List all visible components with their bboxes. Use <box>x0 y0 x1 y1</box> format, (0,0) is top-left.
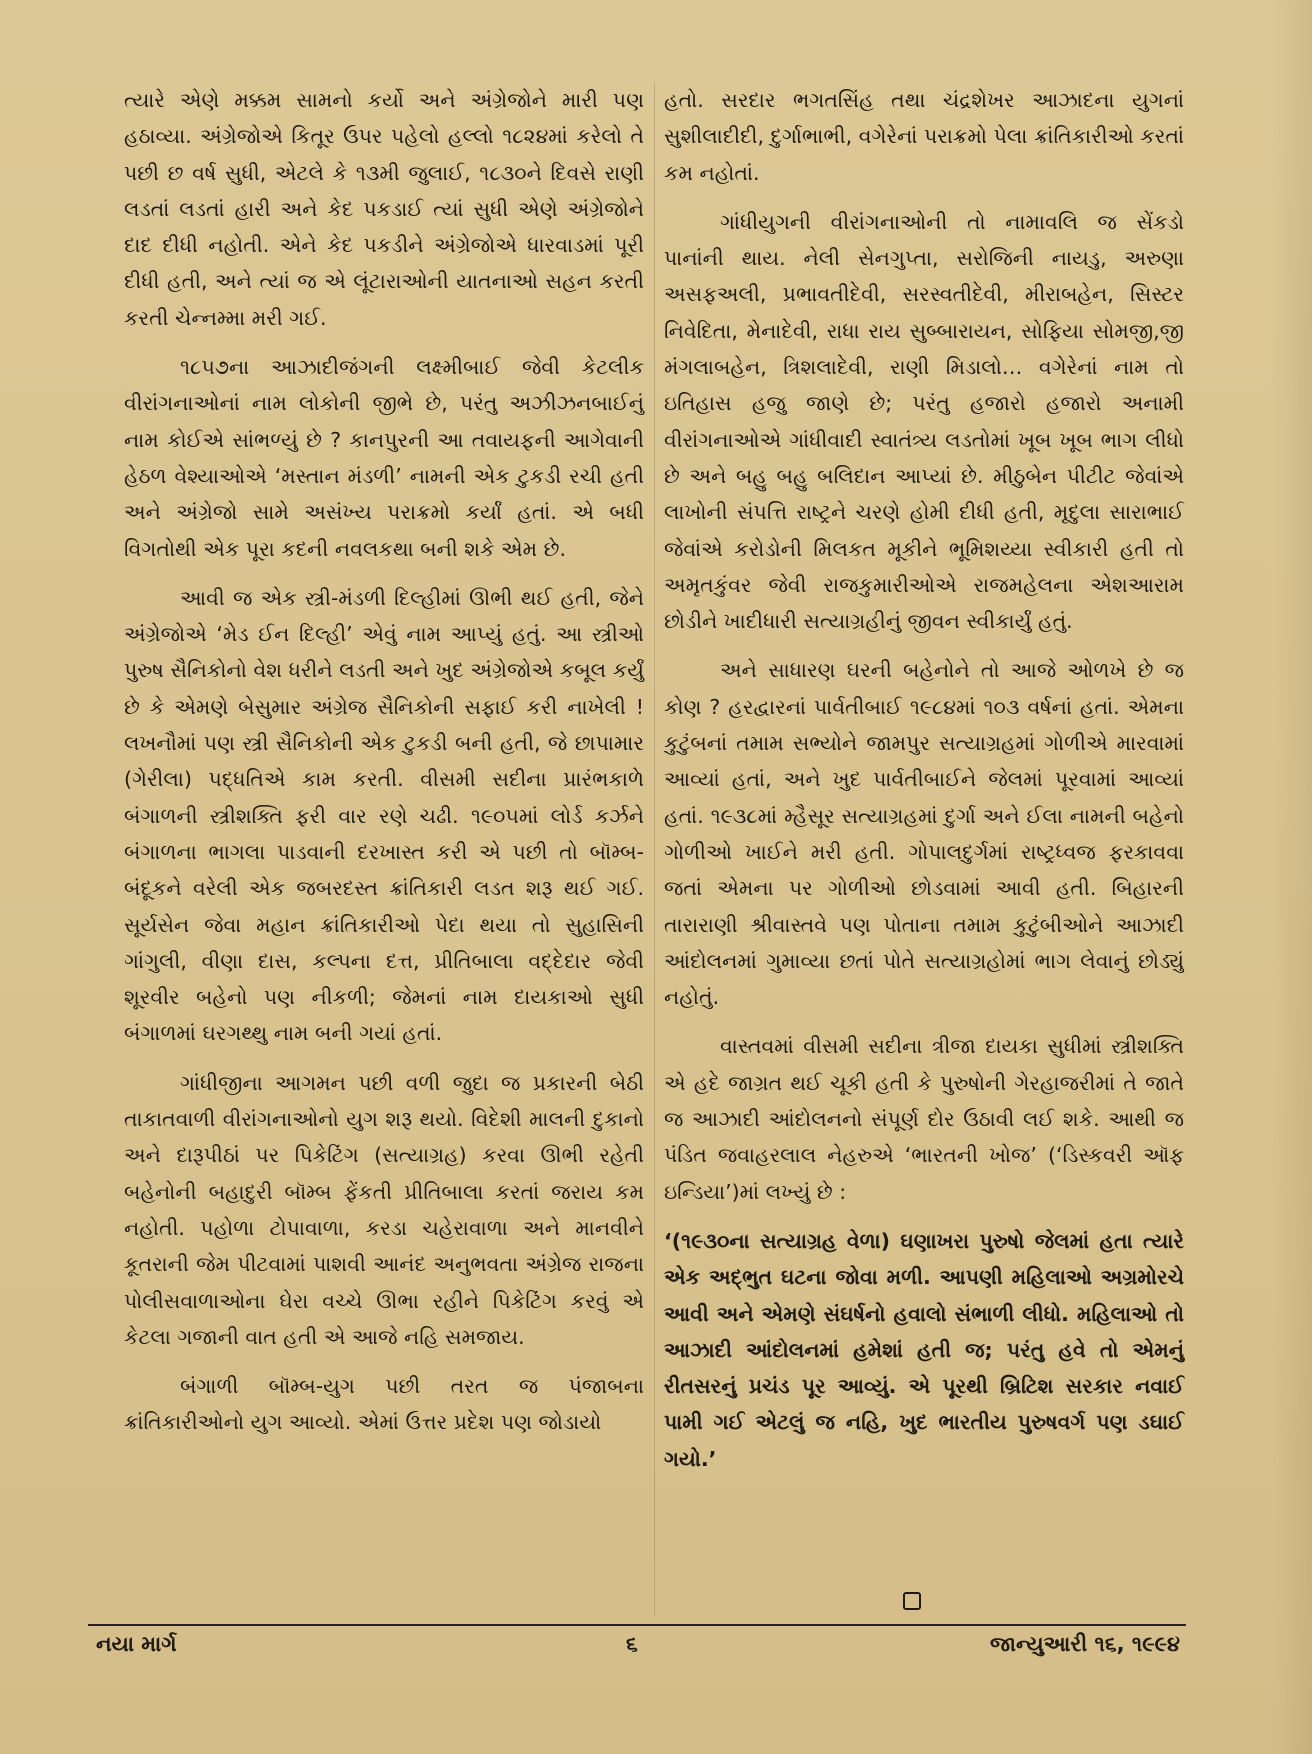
page-number: ૬ <box>626 1632 638 1656</box>
paragraph: આવી જ એક સ્ત્રી-મંડળી દિલ્હીમાં ઊભી થઈ હતી, જેને અંગ્રેજોએ ‘મેડ ઈન દિલ્હી’ એવું નામ આપ્યું હતું. આ સ્ત્રીઓ પુરુષ સૈનિકોનો વેશ ધરીને લડતી અને ખુદ અંગ્રેજોએ કબૂલ કર્યું છે કે એમણે બેસુમાર અંગ્રેજ સૈનિકોની સફાઈ કરી નાખેલી ! લખનૌમાં પણ સ્ત્રી સૈનિકોની એક ટુકડી બની હતી, જે છાપામાર (ગેરીલા) પદ્ધતિએ કામ કરતી. વીસમી સદીના પ્રારંભકાળે બંગાળની સ્ત્રીશક્તિ ફરી વાર રણે ચઢી. ૧૯૦૫માં લોર્ડ કર્ઝને બંગાળના ભાગલા પાડવાની દરખાસ્ત કરી એ પછી તો બૉમ્બ-બંદૂકને વરેલી એક જબરદસ્ત ક્રાંતિકારી લડત શરૂ થઈ ગઈ. સૂર્યસેન જેવા મહાન ક્રાંતિકારીઓ પેદા થયા તો સુહાસિની ગાંગુલી, વીણા દાસ, કલ્પના દત્ત, પ્રીતિબાલા વદ્દેદાર જેવી શૂરવીર બહેનો પણ નીકળી; જેમનાં નામ દાયકાઓ સુધી બંગાળમાં ઘરગથ્થુ નામ બની ગયાં હતાં. <box>124 585 644 1046</box>
paragraph: ગાંધીયુગની વીરાંગનાઓની તો નામાવલિ જ સેંકડો પાનાંની થાય. નેલી સેનગુપ્તા, સરોજિની નાયડુ, અરુણા અસફઅલી, પ્રભાવતીદેવી, સરસ્વતીદેવી, મીરાબહેન, સિસ્ટર નિવેદિતા, મેનાદેવી, રાધા રાય સુબ્બારાયન, સોફિયા સોમજી,જી મંગલાબહેન, ત્રિશલાદેવી, રાણી મિડાલો… વગેરેનાં નામ તો ઇતિહાસ હજુ જાણે છે; પરંતુ હજારો હજારો અનામી વીરાંગનાઓએ ગાંધીવાદી સ્વાતંત્ર્ય લડતોમાં ખૂબ ખૂબ ભાગ લીધો છે અને બહુ બહુ બલિદાન આપ્યાં છે. મીઠુબેન પીટીટ જેવાંએ લાખોની સંપત્તિ રાષ્ટ્રને ચરણે હોમી દીધી હતી, મૃદુલા સારાભાઈ જેવાંએ કરોડોની મિલકત મૂકીને ભૂમિશય્યા સ્વીકારી હતી તો અમૃતકુંવર જેવી રાજકુમારીઓએ રાજમહેલના એશઆરામ છોડીને ખાદીધારી સત્યાગ્રહીનું જીવન સ્વીકાર્યું હતું. <box>664 209 1184 634</box>
issue-date: જાન્યુઆરી ૧૬, ૧૯૯૪ <box>990 1632 1181 1656</box>
paragraph: હતો. સરદાર ભગતસિંહ તથા ચંદ્રશેખર આઝાદના યુગનાં સુશીલાદીદી, દુર્ગાભાભી, વગેરેનાં પરાક્રમો પેલા ક્રાંતિકારીઓ કરતાં કમ નહોતાં. <box>664 88 1184 185</box>
scan-shadow <box>1272 0 1312 1754</box>
publication-name: નયા માર્ગ <box>96 1632 177 1656</box>
right-column <box>664 82 1184 1490</box>
column-divider <box>654 82 655 1617</box>
footer-rule <box>88 1624 1186 1626</box>
paragraph: ત્યારે એણે મક્કમ સામનો કર્યો અને અંગ્રેજોને મારી પણ હઠાવ્યા. અંગ્રેજોએ કિતૂર ઉપર પહેલો હલ્લો ૧૮૨૪માં કરેલો તે પછી છ વર્ષ સુધી, એટલે કે ૧૩મી જુલાઈ, ૧૮૩૦ને દિવસે રાણી લડતાં લડતાં હારી અને કેદ પકડાઈ ત્યાં સુધી એણે અંગ્રેજોને દાદ દીધી નહોતી. એને કેદ પકડીને અંગ્રેજોએ ધારવાડમાં પૂરી દીધી હતી, અને ત્યાં જ એ લૂંટારાઓની યાતનાઓ સહન કરતી કરતી ચેન્નમ્મા મરી ગઈ. <box>124 88 644 330</box>
paragraph: બંગાળી બૉમ્બ-યુગ પછી તરત જ પંજાબના ક્રાંતિકારીઓનો યુગ આવ્યો. એમાં ઉત્તર પ્રદેશ પણ જોડાયો <box>124 1374 644 1435</box>
paragraph: અને સાધારણ ઘરની બહેનોને તો આજે ઓળખે છે જ કોણ ? હરદ્વારનાં પાર્વતીબાઈ ૧૯૮૪માં ૧૦૩ વર્ષનાં હતાં. એમના કુટુંબનાં તમામ સભ્યોને જામપુર સત્યાગ્રહમાં ગોળીએ મારવામાં આવ્યાં હતાં, અને ખુદ પાર્વતીબાઈને જેલમાં પૂરવામાં આવ્યાં હતાં. ૧૯૩૮માં મ્હૈસૂર સત્યાગ્રહમાં દુર્ગા અને ઈલા નામની બહેનો ગોળીઓ ખાઈને મરી હતી. ગોપાલદુર્ગમાં રાષ્ટ્રધ્વજ ફરકાવવા જતાં એમના પર ગોળીઓ છોડવામાં આવી હતી. બિહારની તારારાણી શ્રીવાસ્તવે પણ પોતાના તમામ કુટુંબીઓને આઝાદી આંદોલનમાં ગુમાવ્યા છતાં પોતે સત્યાગ્રહોમાં ભાગ લેવાનું છોડ્યું નહોતું. <box>664 658 1184 1010</box>
nehru-quote: ‘(૧૯૩૦ના સત્યાગ્રહ વેળા) ઘણાખરા પુરુષો જેલમાં હતા ત્યારે એક અદ્‌ભુત ઘટના જોવા મળી. આપણી મહિલાઓ અગ્રમોરચે આવી અને એમણે સંઘર્ષનો હવાલો સંભાળી લીધો. મહિલાઓ તો આઝાદી આંદોલનમાં હમેશાં હતી જ; પરંતુ હવે તો એમનું રીતસરનું પ્રચંડ પૂર આવ્યું. એ પૂરથી બ્રિટિશ સરકાર નવાઈ પામી ગઈ એટલું જ નહિ, ખુદ ભારતીય પુરુષવર્ગ પણ ડઘાઈ ગયો.’ <box>664 1228 1184 1471</box>
left-column <box>124 82 644 1454</box>
paragraph: ૧૮૫૭ના આઝાદીજંગની લક્ષ્મીબાઈ જેવી કેટલીક વીરાંગનાઓનાં નામ લોકોની જીભે છે, પરંતુ અઝીઝનબાઈનું નામ કોઈએ સાંભળ્યું છે ? કાનપુરની આ તવાયફની આગેવાની હેઠળ વેશ્યાઓએ ‘મસ્તાન મંડળી’ નામની એક ટુકડી રચી હતી અને અંગ્રેજો સામે અસંખ્ય પરાક્રમો કર્યાં હતાં. એ બધી વિગતોથી એક પૂરા કદની નવલકથા બની શકે એમ છે. <box>124 355 644 561</box>
paragraph: વાસ્તવમાં વીસમી સદીના ત્રીજા દાયકા સુધીમાં સ્ત્રીશક્તિ એ હદે જાગ્રત થઈ ચૂકી હતી કે પુરુષોની ગેરહાજરીમાં તે જાતે જ આઝાદી આંદોલનનો સંપૂર્ણ દોર ઉઠાવી લઈ શકે. આથી જ પંડિત જવાહરલાલ નેહરુએ ‘ભારતની ખોજ’ (‘ડિસ્કવરી ઑફ ઇન્ડિયા’)માં લખ્યું છે : <box>664 1034 1184 1204</box>
end-of-article-mark <box>903 1592 921 1610</box>
paragraph: ગાંધીજીના આગમન પછી વળી જુદા જ પ્રકારની બેઠી તાકાતવાળી વીરાંગનાઓનો યુગ શરૂ થયો. વિદેશી માલની દુકાનો અને દારૂપીઠાં પર પિકેટિંગ (સત્યાગ્રહ) કરવા ઊભી રહેતી બહેનોની બહાદુરી બૉમ્બ ફેંકતી પ્રીતિબાલા કરતાં જરાય કમ નહોતી. પહોળા ટોપાવાળા, કરડા ચહેરાવાળા અને માનવીને કૂતરાની જેમ પીટવામાં પાશવી આનંદ અનુભવતા અંગ્રેજ રાજના પોલીસવાળાઓના ઘેરા વચ્ચે ઊભા રહીને પિકેટિંગ કરવું એ કેટલા ગજાની વાત હતી એ આજે નહિ સમજાય. <box>124 1070 644 1349</box>
